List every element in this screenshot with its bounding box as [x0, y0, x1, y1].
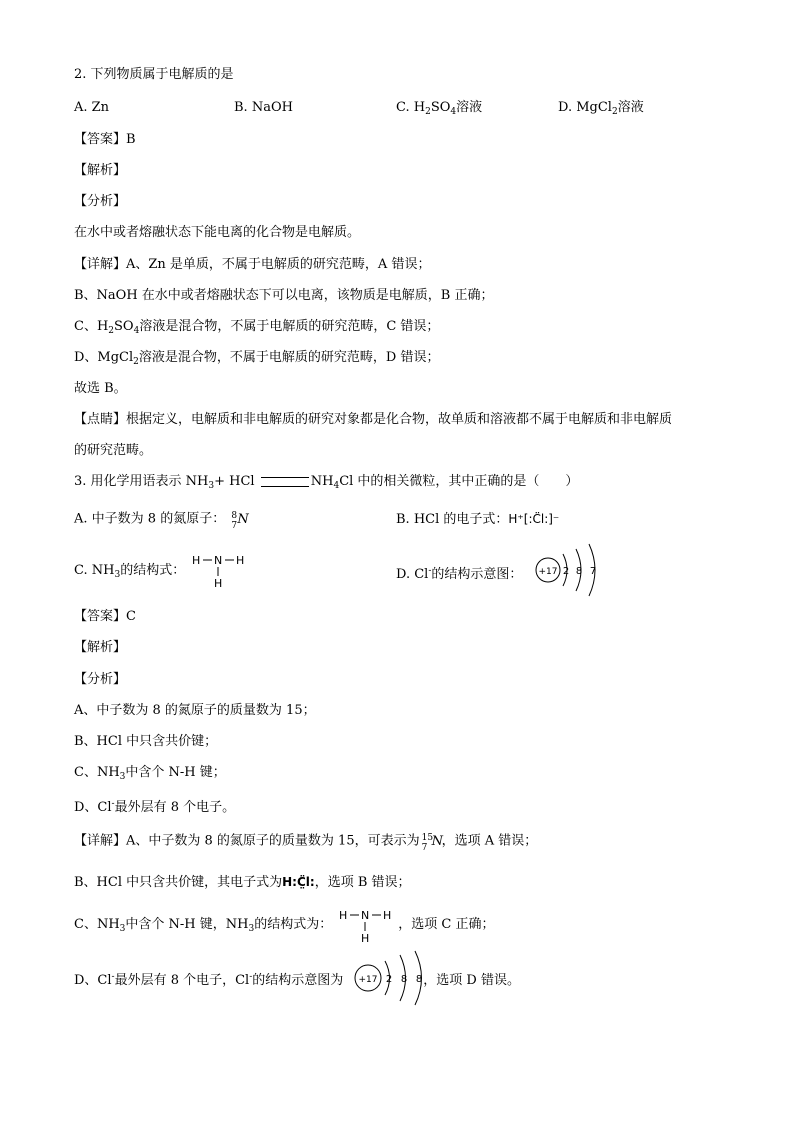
nucleus-charge-detail: +17	[358, 975, 378, 985]
q3-answer: 【答案】C	[74, 609, 136, 624]
q3-analysis-a: A、中子数为 8 的氮原子的质量数为 15；	[74, 703, 316, 718]
nh3-structure-option	[190, 549, 250, 591]
q2-choose: 故选 B。	[74, 381, 127, 396]
q3-option-b: B. HCl 的电子式：H⁺[:C̈l:]⁻	[396, 512, 560, 527]
nh3-structure-detail	[337, 904, 397, 946]
q2-dianjing-line1: 【点睛】根据定义，电解质和非电解质的研究对象都是化合物，故单质和溶液都不属于电解质和非电解质	[74, 412, 673, 427]
svg-text:H: H	[361, 932, 370, 945]
shell-count-2: 8	[575, 566, 583, 577]
q3-detail-a: 【详解】A、中子数为 8 的氮原子的质量数为 15，可表示为 15 7 N ，选项 A 错误；	[74, 833, 538, 853]
q2-answer: 【答案】B	[74, 132, 136, 147]
q3-detail-c: C、$NH_3$中含个 N-H 键，$NH_3$的结构式为： ，选项 C 正确；	[74, 917, 495, 934]
svg-text:N: N	[361, 909, 370, 922]
q3-option-d: D. Cl-的结构示意图：	[396, 566, 523, 582]
q2-option-b: B. NaOH	[234, 100, 293, 115]
q2-detail-d: D、MgCl$_2$溶液是混合物，不属于电解质的研究范畴，D 错误；	[74, 350, 440, 367]
q2-option-c: C. $H_2SO_4$溶液	[396, 100, 483, 117]
q3-jiexi: 【解析】	[74, 640, 127, 655]
q2-analysis: 在水中或者熔融状态下能电离的化合物是电解质。	[74, 225, 361, 240]
q3-analysis-b: B、HCl 中只含共价键；	[74, 734, 218, 749]
svg-text:H: H	[214, 577, 223, 590]
q3-detail-b: B、HCl 中只含共价键，其电子式为H:C̤̈l:，选项 B 错误；	[74, 875, 411, 890]
q3-analysis-c: C、$NH_3$中含个 N-H 键；	[74, 765, 226, 782]
svg-text:N: N	[214, 554, 223, 567]
shell-count-3: 7	[589, 566, 597, 577]
q2-detail-a: 【详解】A、Zn 是单质，不属于电解质的研究范畴，A 错误；	[74, 257, 431, 272]
q2-dianjing-line2: 的研究范畴。	[74, 443, 153, 458]
q3-option-a: A. 中子数为 8 的氮原子： 8 7 N	[74, 510, 251, 529]
hcl-electron-formula: H⁺[:C̈l:]⁻	[508, 512, 560, 526]
shell-count-1: 2	[562, 566, 570, 577]
q2-detail-b: B、NaOH 在水中或者熔融状态下可以电离，该物质是电解质，B 正确；	[74, 288, 494, 303]
svg-text:H: H	[236, 554, 245, 567]
detail-shell-count-3: 8	[415, 974, 423, 985]
q3-fenxi: 【分析】	[74, 672, 127, 687]
nitrogen-isotope: 8 7 N	[231, 511, 249, 531]
nitrogen-15-isotope: 15 7 N	[421, 833, 443, 853]
q2-option-d: D. MgCl$_2$溶液	[558, 100, 644, 117]
nucleus-charge: +17	[538, 567, 558, 577]
q3-analysis-d: D、Cl-最外层有 8 个电子。	[74, 799, 236, 815]
cl-ion-diagram-option	[533, 543, 603, 597]
q2-detail-c: C、$H_2SO_4$溶液是混合物，不属于电解质的研究范畴，C 错误；	[74, 319, 440, 336]
equal-sign-icon	[261, 477, 309, 487]
q2-option-a: A. Zn	[74, 100, 110, 115]
svg-text:H: H	[383, 909, 392, 922]
q3-option-c: C. $NH_3$的结构式：	[74, 563, 186, 580]
q3-detail-d: D、Cl-最外层有 8 个电子，Cl-的结构示意图为 ，选项 D 错误。	[74, 972, 520, 988]
q2-jiexi: 【解析】	[74, 163, 127, 178]
q2-fenxi: 【分析】	[74, 194, 127, 209]
svg-text:H: H	[339, 909, 348, 922]
q2-stem: 2. 下列物质属于电解质的是	[74, 67, 234, 82]
q3-stem: 3. 用化学用语表示 $NH_3+$ HCl $NH_4Cl$ 中的相关微粒，其中正确的是（ ）	[74, 474, 579, 491]
cl-ion-diagram-detail	[352, 950, 432, 1006]
hcl-electron-formula-detail: H:C̤̈l:	[282, 875, 315, 889]
svg-text:H: H	[192, 554, 201, 567]
detail-shell-count-1: 2	[385, 974, 393, 985]
detail-shell-count-2: 8	[400, 974, 408, 985]
